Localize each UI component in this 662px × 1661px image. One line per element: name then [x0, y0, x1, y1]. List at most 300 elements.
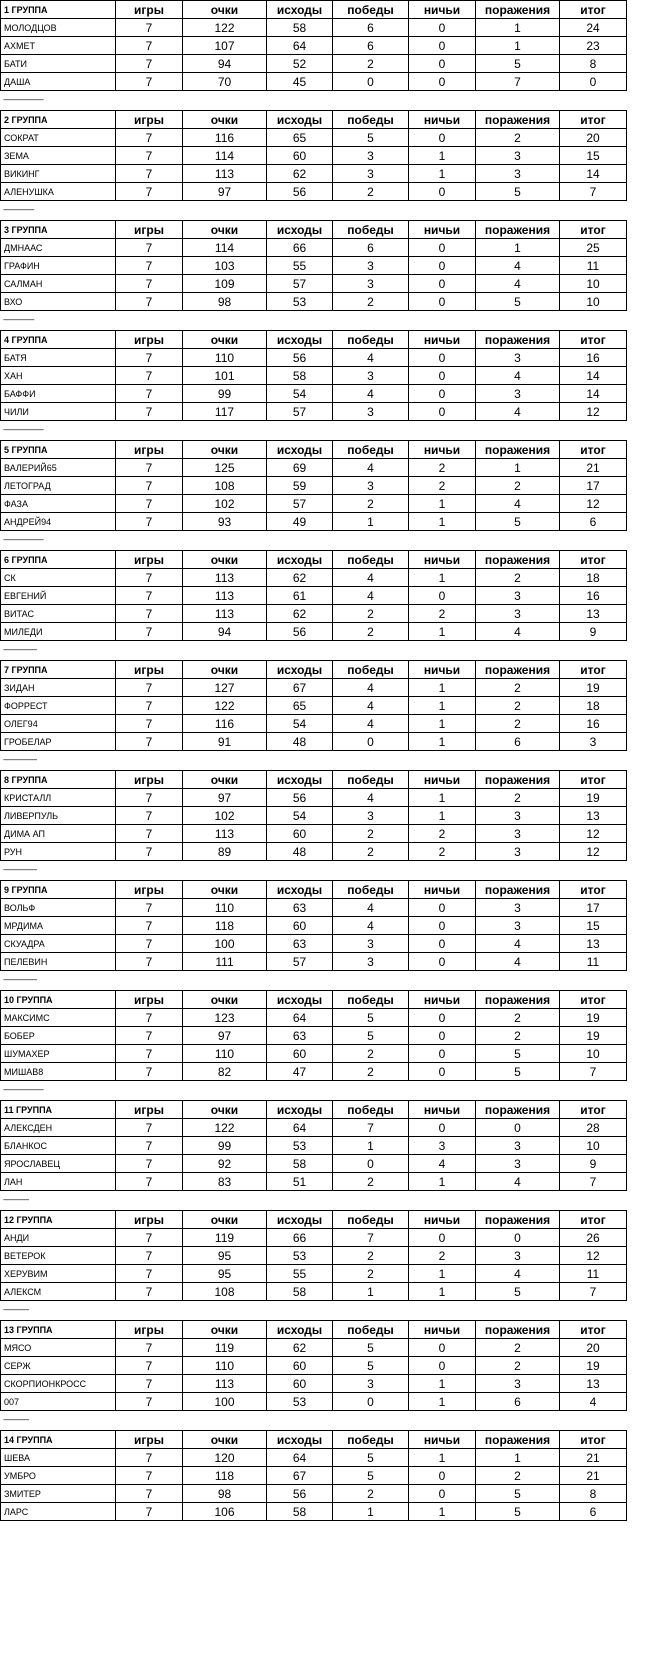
stat-cell[interactable]: 0	[409, 275, 476, 293]
stat-cell[interactable]: 16	[560, 587, 627, 605]
stat-cell[interactable]: 0	[333, 1155, 409, 1173]
stat-cell[interactable]: 117	[183, 403, 267, 421]
stat-cell[interactable]: 101	[183, 367, 267, 385]
stat-cell[interactable]: 7	[116, 935, 183, 953]
column-header[interactable]: ничьи	[409, 771, 476, 789]
stat-cell[interactable]: 10	[560, 1045, 627, 1063]
stat-cell[interactable]: 2	[333, 623, 409, 641]
stat-cell[interactable]: 1	[333, 1283, 409, 1301]
stat-cell[interactable]: 7	[560, 1173, 627, 1191]
stat-cell[interactable]: 113	[183, 605, 267, 623]
player-name-cell[interactable]: ЛИВЕРПУЛЬ	[1, 807, 116, 825]
stat-cell[interactable]: 60	[267, 825, 333, 843]
player-name-cell[interactable]: УМБРО	[1, 1467, 116, 1485]
stat-cell[interactable]: 60	[267, 147, 333, 165]
column-header[interactable]: игры	[116, 551, 183, 569]
stat-cell[interactable]: 7	[116, 19, 183, 37]
column-header[interactable]: поражения	[476, 441, 560, 459]
stat-cell[interactable]: 95	[183, 1247, 267, 1265]
stat-cell[interactable]: 7	[116, 1229, 183, 1247]
stat-cell[interactable]: 62	[267, 605, 333, 623]
stat-cell[interactable]: 54	[267, 807, 333, 825]
stat-cell[interactable]: 0	[409, 183, 476, 201]
stat-cell[interactable]: 49	[267, 513, 333, 531]
stat-cell[interactable]: 19	[560, 1009, 627, 1027]
stat-cell[interactable]: 4	[560, 1393, 627, 1411]
player-name-cell[interactable]: МИЛЕДИ	[1, 623, 116, 641]
group-title[interactable]: 9 ГРУППА	[1, 881, 116, 899]
stat-cell[interactable]: 4	[476, 623, 560, 641]
stat-cell[interactable]: 3	[333, 147, 409, 165]
column-header[interactable]: победы	[333, 1211, 409, 1229]
stat-cell[interactable]: 7	[116, 1485, 183, 1503]
column-header[interactable]: исходы	[267, 1101, 333, 1119]
stat-cell[interactable]: 0	[409, 239, 476, 257]
stat-cell[interactable]: 7	[116, 825, 183, 843]
stat-cell[interactable]: 57	[267, 275, 333, 293]
stat-cell[interactable]: 7	[116, 789, 183, 807]
stat-cell[interactable]: 1	[476, 37, 560, 55]
stat-cell[interactable]: 3	[476, 385, 560, 403]
player-name-cell[interactable]: БОБЕР	[1, 1027, 116, 1045]
column-header[interactable]: исходы	[267, 1431, 333, 1449]
player-name-cell[interactable]: БАТЯ	[1, 349, 116, 367]
stat-cell[interactable]: 7	[560, 1283, 627, 1301]
stat-cell[interactable]: 2	[409, 825, 476, 843]
stat-cell[interactable]: 58	[267, 1155, 333, 1173]
stat-cell[interactable]: 9	[560, 1155, 627, 1173]
stat-cell[interactable]: 0	[409, 403, 476, 421]
stat-cell[interactable]: 58	[267, 19, 333, 37]
stat-cell[interactable]: 7	[116, 1009, 183, 1027]
stat-cell[interactable]: 60	[267, 1357, 333, 1375]
stat-cell[interactable]: 62	[267, 165, 333, 183]
stat-cell[interactable]: 6	[333, 19, 409, 37]
stat-cell[interactable]: 102	[183, 495, 267, 513]
stat-cell[interactable]: 5	[333, 1027, 409, 1045]
stat-cell[interactable]: 3	[476, 1375, 560, 1393]
stat-cell[interactable]: 97	[183, 1027, 267, 1045]
stat-cell[interactable]: 7	[116, 1173, 183, 1191]
stat-cell[interactable]: 20	[560, 1339, 627, 1357]
stat-cell[interactable]: 1	[409, 733, 476, 751]
stat-cell[interactable]: 19	[560, 1027, 627, 1045]
column-header[interactable]: исходы	[267, 1321, 333, 1339]
stat-cell[interactable]: 2	[409, 843, 476, 861]
stat-cell[interactable]: 0	[409, 1063, 476, 1081]
stat-cell[interactable]: 7	[116, 1503, 183, 1521]
stat-cell[interactable]: 7	[116, 697, 183, 715]
stat-cell[interactable]: 56	[267, 789, 333, 807]
column-header[interactable]: исходы	[267, 991, 333, 1009]
stat-cell[interactable]: 1	[409, 807, 476, 825]
stat-cell[interactable]: 53	[267, 1247, 333, 1265]
player-name-cell[interactable]: АНДРЕЙ94	[1, 513, 116, 531]
stat-cell[interactable]: 58	[267, 367, 333, 385]
column-header[interactable]: ничьи	[409, 221, 476, 239]
player-name-cell[interactable]: ШЕВА	[1, 1449, 116, 1467]
stat-cell[interactable]: 45	[267, 73, 333, 91]
stat-cell[interactable]: 93	[183, 513, 267, 531]
stat-cell[interactable]: 7	[116, 843, 183, 861]
stat-cell[interactable]: 3	[333, 935, 409, 953]
column-header[interactable]: поражения	[476, 881, 560, 899]
stat-cell[interactable]: 64	[267, 1449, 333, 1467]
stat-cell[interactable]: 63	[267, 899, 333, 917]
stat-cell[interactable]: 0	[333, 73, 409, 91]
stat-cell[interactable]: 1	[409, 165, 476, 183]
stat-cell[interactable]: 2	[333, 1063, 409, 1081]
stat-cell[interactable]: 1	[409, 1375, 476, 1393]
column-header[interactable]: исходы	[267, 881, 333, 899]
stat-cell[interactable]: 21	[560, 1467, 627, 1485]
column-header[interactable]: итог	[560, 111, 627, 129]
player-name-cell[interactable]: ФАЗА	[1, 495, 116, 513]
stat-cell[interactable]: 7	[116, 1063, 183, 1081]
stat-cell[interactable]: 114	[183, 147, 267, 165]
stat-cell[interactable]: 1	[409, 789, 476, 807]
stat-cell[interactable]: 1	[409, 513, 476, 531]
stat-cell[interactable]: 6	[333, 239, 409, 257]
stat-cell[interactable]: 1	[333, 513, 409, 531]
column-header[interactable]: поражения	[476, 111, 560, 129]
stat-cell[interactable]: 2	[476, 715, 560, 733]
stat-cell[interactable]: 56	[267, 1485, 333, 1503]
column-header[interactable]: поражения	[476, 1321, 560, 1339]
player-name-cell[interactable]: СОКРАТ	[1, 129, 116, 147]
stat-cell[interactable]: 92	[183, 1155, 267, 1173]
stat-cell[interactable]: 28	[560, 1119, 627, 1137]
stat-cell[interactable]: 114	[183, 239, 267, 257]
stat-cell[interactable]: 0	[476, 1119, 560, 1137]
column-header[interactable]: ничьи	[409, 551, 476, 569]
stat-cell[interactable]: 8	[560, 1485, 627, 1503]
stat-cell[interactable]: 13	[560, 605, 627, 623]
stat-cell[interactable]: 95	[183, 1265, 267, 1283]
stat-cell[interactable]: 59	[267, 477, 333, 495]
stat-cell[interactable]: 7	[116, 513, 183, 531]
column-header[interactable]: ничьи	[409, 111, 476, 129]
stat-cell[interactable]: 4	[333, 459, 409, 477]
player-name-cell[interactable]: СКУАДРА	[1, 935, 116, 953]
column-header[interactable]: итог	[560, 441, 627, 459]
stat-cell[interactable]: 5	[476, 1045, 560, 1063]
stat-cell[interactable]: 19	[560, 1357, 627, 1375]
column-header[interactable]: итог	[560, 771, 627, 789]
column-header[interactable]: победы	[333, 331, 409, 349]
stat-cell[interactable]: 62	[267, 1339, 333, 1357]
stat-cell[interactable]: 60	[267, 917, 333, 935]
stat-cell[interactable]: 12	[560, 403, 627, 421]
player-name-cell[interactable]: КРИСТАЛЛ	[1, 789, 116, 807]
stat-cell[interactable]: 7	[116, 293, 183, 311]
player-name-cell[interactable]: МИШАВ8	[1, 1063, 116, 1081]
stat-cell[interactable]: 0	[409, 1119, 476, 1137]
stat-cell[interactable]: 3	[476, 1247, 560, 1265]
stat-cell[interactable]: 51	[267, 1173, 333, 1191]
stat-cell[interactable]: 7	[116, 459, 183, 477]
stat-cell[interactable]: 127	[183, 679, 267, 697]
column-header[interactable]: поражения	[476, 551, 560, 569]
player-name-cell[interactable]: ЕВГЕНИЙ	[1, 587, 116, 605]
stat-cell[interactable]: 1	[476, 459, 560, 477]
column-header[interactable]: очки	[183, 1101, 267, 1119]
stat-cell[interactable]: 4	[476, 935, 560, 953]
player-name-cell[interactable]: ЛЕТОГРАД	[1, 477, 116, 495]
stat-cell[interactable]: 7	[116, 129, 183, 147]
stat-cell[interactable]: 99	[183, 1137, 267, 1155]
player-name-cell[interactable]: ЗЕМА	[1, 147, 116, 165]
column-header[interactable]: ничьи	[409, 881, 476, 899]
stat-cell[interactable]: 15	[560, 147, 627, 165]
stat-cell[interactable]: 53	[267, 293, 333, 311]
column-header[interactable]: итог	[560, 1321, 627, 1339]
stat-cell[interactable]: 3	[409, 1137, 476, 1155]
column-header[interactable]: поражения	[476, 661, 560, 679]
stat-cell[interactable]: 7	[116, 953, 183, 971]
stat-cell[interactable]: 108	[183, 1283, 267, 1301]
player-name-cell[interactable]: ГРАФИН	[1, 257, 116, 275]
stat-cell[interactable]: 5	[476, 1503, 560, 1521]
player-name-cell[interactable]: ВОЛЬФ	[1, 899, 116, 917]
stat-cell[interactable]: 2	[476, 1009, 560, 1027]
stat-cell[interactable]: 14	[560, 385, 627, 403]
stat-cell[interactable]: 3	[333, 1375, 409, 1393]
stat-cell[interactable]: 62	[267, 569, 333, 587]
stat-cell[interactable]: 5	[333, 1339, 409, 1357]
stat-cell[interactable]: 10	[560, 1137, 627, 1155]
stat-cell[interactable]: 1	[409, 569, 476, 587]
stat-cell[interactable]: 82	[183, 1063, 267, 1081]
column-header[interactable]: очки	[183, 1431, 267, 1449]
column-header[interactable]: игры	[116, 221, 183, 239]
stat-cell[interactable]: 4	[476, 367, 560, 385]
player-name-cell[interactable]: СЕРЖ	[1, 1357, 116, 1375]
stat-cell[interactable]: 7	[116, 715, 183, 733]
stat-cell[interactable]: 4	[476, 1265, 560, 1283]
column-header[interactable]: очки	[183, 111, 267, 129]
stat-cell[interactable]: 0	[409, 367, 476, 385]
stat-cell[interactable]: 113	[183, 1375, 267, 1393]
stat-cell[interactable]: 1	[333, 1137, 409, 1155]
stat-cell[interactable]: 2	[333, 1045, 409, 1063]
stat-cell[interactable]: 2	[476, 129, 560, 147]
stat-cell[interactable]: 63	[267, 1027, 333, 1045]
player-name-cell[interactable]: ВИТАС	[1, 605, 116, 623]
column-header[interactable]: победы	[333, 221, 409, 239]
stat-cell[interactable]: 56	[267, 349, 333, 367]
stat-cell[interactable]: 2	[476, 679, 560, 697]
stat-cell[interactable]: 23	[560, 37, 627, 55]
stat-cell[interactable]: 120	[183, 1449, 267, 1467]
stat-cell[interactable]: 2	[333, 825, 409, 843]
stat-cell[interactable]: 7	[116, 147, 183, 165]
stat-cell[interactable]: 5	[476, 1283, 560, 1301]
column-header[interactable]: очки	[183, 881, 267, 899]
stat-cell[interactable]: 0	[333, 733, 409, 751]
stat-cell[interactable]: 15	[560, 917, 627, 935]
group-title[interactable]: 6 ГРУППА	[1, 551, 116, 569]
column-header[interactable]: исходы	[267, 661, 333, 679]
stat-cell[interactable]: 118	[183, 917, 267, 935]
stat-cell[interactable]: 7	[116, 239, 183, 257]
stat-cell[interactable]: 7	[116, 1467, 183, 1485]
stat-cell[interactable]: 18	[560, 697, 627, 715]
player-name-cell[interactable]: ПЕЛЕВИН	[1, 953, 116, 971]
column-header[interactable]: победы	[333, 1321, 409, 1339]
stat-cell[interactable]: 98	[183, 1485, 267, 1503]
stat-cell[interactable]: 0	[409, 917, 476, 935]
stat-cell[interactable]: 113	[183, 825, 267, 843]
stat-cell[interactable]: 67	[267, 1467, 333, 1485]
column-header[interactable]: поражения	[476, 1101, 560, 1119]
stat-cell[interactable]: 7	[116, 899, 183, 917]
stat-cell[interactable]: 3	[333, 275, 409, 293]
stat-cell[interactable]: 0	[476, 1229, 560, 1247]
stat-cell[interactable]: 10	[560, 275, 627, 293]
stat-cell[interactable]: 122	[183, 19, 267, 37]
stat-cell[interactable]: 21	[560, 459, 627, 477]
stat-cell[interactable]: 7	[116, 917, 183, 935]
group-title[interactable]: 12 ГРУППА	[1, 1211, 116, 1229]
group-title[interactable]: 8 ГРУППА	[1, 771, 116, 789]
column-header[interactable]: поражения	[476, 1431, 560, 1449]
stat-cell[interactable]: 7	[116, 569, 183, 587]
stat-cell[interactable]: 4	[333, 917, 409, 935]
player-name-cell[interactable]: АХМЕТ	[1, 37, 116, 55]
stat-cell[interactable]: 3	[560, 733, 627, 751]
stat-cell[interactable]: 10	[560, 293, 627, 311]
player-name-cell[interactable]: БЛАНКОС	[1, 1137, 116, 1155]
stat-cell[interactable]: 7	[116, 257, 183, 275]
column-header[interactable]: игры	[116, 1101, 183, 1119]
stat-cell[interactable]: 0	[409, 587, 476, 605]
player-name-cell[interactable]: ЗИДАН	[1, 679, 116, 697]
stat-cell[interactable]: 97	[183, 183, 267, 201]
player-name-cell[interactable]: ХАН	[1, 367, 116, 385]
stat-cell[interactable]: 113	[183, 165, 267, 183]
stat-cell[interactable]: 98	[183, 293, 267, 311]
stat-cell[interactable]: 102	[183, 807, 267, 825]
stat-cell[interactable]: 89	[183, 843, 267, 861]
stat-cell[interactable]: 4	[333, 715, 409, 733]
stat-cell[interactable]: 7	[116, 73, 183, 91]
stat-cell[interactable]: 7	[116, 477, 183, 495]
stat-cell[interactable]: 7	[116, 183, 183, 201]
column-header[interactable]: поражения	[476, 991, 560, 1009]
stat-cell[interactable]: 12	[560, 825, 627, 843]
stat-cell[interactable]: 0	[409, 19, 476, 37]
stat-cell[interactable]: 94	[183, 623, 267, 641]
stat-cell[interactable]: 7	[116, 1137, 183, 1155]
stat-cell[interactable]: 2	[476, 1467, 560, 1485]
stat-cell[interactable]: 0	[409, 385, 476, 403]
stat-cell[interactable]: 18	[560, 569, 627, 587]
player-name-cell[interactable]: АЛЕКСДЕН	[1, 1119, 116, 1137]
column-header[interactable]: итог	[560, 1211, 627, 1229]
stat-cell[interactable]: 0	[409, 1009, 476, 1027]
stat-cell[interactable]: 109	[183, 275, 267, 293]
stat-cell[interactable]: 61	[267, 587, 333, 605]
stat-cell[interactable]: 125	[183, 459, 267, 477]
stat-cell[interactable]: 4	[333, 349, 409, 367]
column-header[interactable]: очки	[183, 551, 267, 569]
stat-cell[interactable]: 3	[476, 899, 560, 917]
stat-cell[interactable]: 67	[267, 679, 333, 697]
stat-cell[interactable]: 3	[476, 917, 560, 935]
stat-cell[interactable]: 5	[476, 513, 560, 531]
stat-cell[interactable]: 11	[560, 1265, 627, 1283]
column-header[interactable]: очки	[183, 441, 267, 459]
stat-cell[interactable]: 110	[183, 349, 267, 367]
stat-cell[interactable]: 0	[409, 1229, 476, 1247]
stat-cell[interactable]: 2	[333, 1173, 409, 1191]
stat-cell[interactable]: 48	[267, 733, 333, 751]
stat-cell[interactable]: 0	[409, 1045, 476, 1063]
stat-cell[interactable]: 17	[560, 899, 627, 917]
column-header[interactable]: ничьи	[409, 1211, 476, 1229]
stat-cell[interactable]: 7	[116, 1357, 183, 1375]
stat-cell[interactable]: 0	[409, 1027, 476, 1045]
stat-cell[interactable]: 7	[333, 1229, 409, 1247]
column-header[interactable]: итог	[560, 221, 627, 239]
stat-cell[interactable]: 4	[476, 1173, 560, 1191]
stat-cell[interactable]: 1	[333, 1503, 409, 1521]
player-name-cell[interactable]: ЯРОСЛАВЕЦ	[1, 1155, 116, 1173]
stat-cell[interactable]: 1	[409, 1449, 476, 1467]
stat-cell[interactable]: 19	[560, 789, 627, 807]
player-name-cell[interactable]: ВХО	[1, 293, 116, 311]
stat-cell[interactable]: 65	[267, 129, 333, 147]
column-header[interactable]: игры	[116, 991, 183, 1009]
stat-cell[interactable]: 1	[476, 239, 560, 257]
stat-cell[interactable]: 100	[183, 935, 267, 953]
stat-cell[interactable]: 1	[409, 147, 476, 165]
stat-cell[interactable]: 6	[333, 37, 409, 55]
group-title[interactable]: 7 ГРУППА	[1, 661, 116, 679]
stat-cell[interactable]: 16	[560, 349, 627, 367]
stat-cell[interactable]: 2	[333, 1485, 409, 1503]
column-header[interactable]: победы	[333, 881, 409, 899]
stat-cell[interactable]: 3	[333, 807, 409, 825]
stat-cell[interactable]: 4	[476, 953, 560, 971]
stat-cell[interactable]: 64	[267, 1009, 333, 1027]
stat-cell[interactable]: 1	[476, 19, 560, 37]
stat-cell[interactable]: 122	[183, 1119, 267, 1137]
stat-cell[interactable]: 7	[116, 1247, 183, 1265]
column-header[interactable]: поражения	[476, 221, 560, 239]
stat-cell[interactable]: 94	[183, 55, 267, 73]
player-name-cell[interactable]: БАТИ	[1, 55, 116, 73]
stat-cell[interactable]: 2	[333, 605, 409, 623]
player-name-cell[interactable]: МОЛОДЦОВ	[1, 19, 116, 37]
stat-cell[interactable]: 64	[267, 37, 333, 55]
stat-cell[interactable]: 56	[267, 183, 333, 201]
group-title[interactable]: 3 ГРУППА	[1, 221, 116, 239]
stat-cell[interactable]: 17	[560, 477, 627, 495]
stat-cell[interactable]: 99	[183, 385, 267, 403]
stat-cell[interactable]: 6	[476, 733, 560, 751]
player-name-cell[interactable]: СКОРПИОНКРОСС	[1, 1375, 116, 1393]
stat-cell[interactable]: 47	[267, 1063, 333, 1081]
stat-cell[interactable]: 5	[476, 1485, 560, 1503]
group-title[interactable]: 11 ГРУППА	[1, 1101, 116, 1119]
stat-cell[interactable]: 12	[560, 843, 627, 861]
player-name-cell[interactable]: СК	[1, 569, 116, 587]
stat-cell[interactable]: 6	[476, 1393, 560, 1411]
player-name-cell[interactable]: ЛАРС	[1, 1503, 116, 1521]
column-header[interactable]: победы	[333, 1431, 409, 1449]
